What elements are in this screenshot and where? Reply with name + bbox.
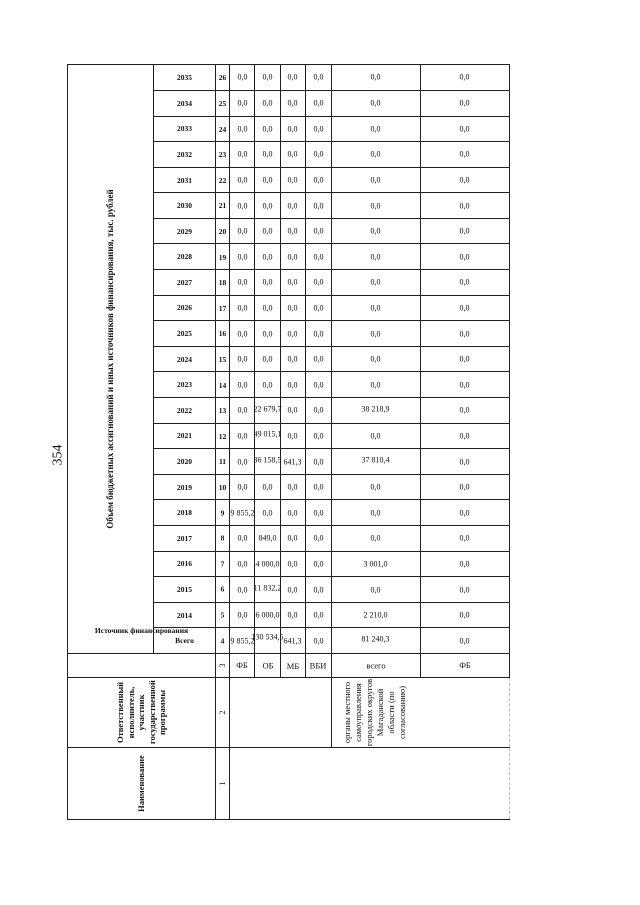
year-value-cell: 0,0	[420, 193, 509, 219]
year-value-cell: 0,0	[255, 346, 280, 372]
year-value-cell: 0,0	[306, 167, 331, 193]
header-year: 2018	[154, 500, 216, 526]
year-value-cell: 0,0	[280, 346, 305, 372]
year-value-cell: 0,0	[280, 270, 305, 296]
year-value-cell: 0,0	[306, 321, 331, 347]
header-year: 2025	[154, 321, 216, 347]
header-year: 2024	[154, 346, 216, 372]
source-cell: всего	[331, 654, 420, 678]
header-year: 2034	[154, 90, 216, 116]
year-value-cell: 0,0	[306, 577, 331, 603]
year-value-cell: 0,0	[306, 346, 331, 372]
year-value-cell: 0,0	[306, 218, 331, 244]
header-year: 2022	[154, 398, 216, 424]
year-value-cell: 0,0	[420, 65, 509, 91]
year-value-cell: 0,0	[420, 449, 509, 475]
column-number: 2	[216, 678, 230, 748]
total-value-cell: 81 240,3	[331, 628, 420, 654]
column-number: 8	[216, 526, 230, 552]
year-value-cell: 9 855,2	[230, 500, 255, 526]
year-value-cell: 0,0	[230, 90, 255, 116]
year-value-cell: 0,0	[230, 193, 255, 219]
total-value-cell: 9 855,2	[230, 628, 255, 654]
year-value-cell: 0,0	[230, 218, 255, 244]
year-value-cell: 0,0	[420, 244, 509, 270]
column-number: 12	[216, 423, 230, 449]
header-year: 2019	[154, 474, 216, 500]
header-year: 2016	[154, 551, 216, 577]
year-value-cell: 0,0	[331, 346, 420, 372]
header-name: Наименование	[68, 748, 216, 820]
header-year: 2023	[154, 372, 216, 398]
year-value-cell: 0,0	[306, 449, 331, 475]
column-number: 22	[216, 167, 230, 193]
year-value-cell: 0,0	[230, 346, 255, 372]
year-value-cell: 0,0	[306, 551, 331, 577]
year-value-cell: 0,0	[280, 398, 305, 424]
year-value-cell: 0,0	[280, 65, 305, 91]
header-year: 2017	[154, 526, 216, 552]
year-value-cell: 0,0	[230, 65, 255, 91]
year-value-cell: 0,0	[280, 295, 305, 321]
year-value-cell: 0,0	[230, 142, 255, 168]
column-number: 26	[216, 65, 230, 91]
year-value-cell: 0,0	[280, 90, 305, 116]
year-value-cell: 0,0	[255, 116, 280, 142]
header-year: 2014	[154, 602, 216, 628]
year-value-cell: 0,0	[306, 270, 331, 296]
year-value-cell: 0,0	[230, 449, 255, 475]
year-value-cell: 0,0	[280, 116, 305, 142]
year-value-cell: 0,0	[255, 142, 280, 168]
year-value-cell: 0,0	[420, 602, 509, 628]
source-cell: МБ	[280, 654, 305, 678]
year-value-cell: 0,0	[420, 526, 509, 552]
table-row	[230, 65, 255, 820]
year-value-cell: 0,0	[420, 218, 509, 244]
year-value-cell: 0,0	[280, 602, 305, 628]
header-year: 2035	[154, 65, 216, 91]
year-value-cell: 37 810,4	[331, 449, 420, 475]
year-value-cell: 0,0	[255, 244, 280, 270]
year-value-cell: 0,0	[255, 500, 280, 526]
year-value-cell: 641,3	[280, 449, 305, 475]
year-value-cell: 0,0	[331, 218, 420, 244]
year-value-cell: 0,0	[230, 295, 255, 321]
rotated-table-container	[67, 64, 510, 820]
year-value-cell: 0,0	[331, 423, 420, 449]
year-value-cell: 0,0	[230, 244, 255, 270]
year-value-cell: 0,0	[331, 372, 420, 398]
year-value-cell: 0,0	[331, 116, 420, 142]
year-value-cell: 3 001,0	[331, 551, 420, 577]
year-value-cell: 0,0	[280, 423, 305, 449]
total-value-cell: 0,0	[306, 628, 331, 654]
year-value-cell: 0,0	[420, 551, 509, 577]
column-number: 20	[216, 218, 230, 244]
header-executor: Ответственный исполнитель, участник государственной программы	[68, 678, 216, 748]
year-value-cell: 0,0	[230, 526, 255, 552]
year-value-cell: 0,0	[331, 526, 420, 552]
year-value-cell: 0,0	[280, 551, 305, 577]
year-value-cell: 0,0	[420, 270, 509, 296]
year-value-cell: 0,0	[230, 474, 255, 500]
column-number: 18	[216, 270, 230, 296]
total-value-cell: 0,0	[420, 628, 509, 654]
column-number: 13	[216, 398, 230, 424]
year-value-cell: 0,0	[230, 167, 255, 193]
header-year: 2030	[154, 193, 216, 219]
column-number: 17	[216, 295, 230, 321]
year-value-cell: 0,0	[255, 372, 280, 398]
year-value-cell: 0,0	[306, 372, 331, 398]
year-value-cell: 0,0	[420, 398, 509, 424]
page-number: 354	[50, 444, 65, 466]
year-value-cell: 0,0	[255, 167, 280, 193]
total-value-cell: 641,3	[280, 628, 305, 654]
year-value-cell: 0,0	[280, 474, 305, 500]
year-value-cell: 0,0	[230, 116, 255, 142]
source-cell: ФБ	[230, 654, 255, 678]
year-value-cell: 0,0	[306, 602, 331, 628]
year-value-cell: 0,0	[306, 90, 331, 116]
source-cell: ВБИ	[306, 654, 331, 678]
year-value-cell: 11 832,2	[255, 577, 280, 603]
year-value-cell: 0,0	[255, 270, 280, 296]
header-source: Источник финансирования	[68, 654, 216, 678]
year-value-cell: 4 000,0	[255, 551, 280, 577]
year-value-cell: 49 015,1	[255, 423, 280, 449]
year-value-cell: 0,0	[331, 65, 420, 91]
year-value-cell: 0,0	[420, 167, 509, 193]
header-year: 2021	[154, 423, 216, 449]
header-year: 2020	[154, 449, 216, 475]
column-number: 19	[216, 244, 230, 270]
year-value-cell: 0,0	[420, 321, 509, 347]
source-cell: ОБ	[255, 654, 280, 678]
header-year: 2028	[154, 244, 216, 270]
year-value-cell: 0,0	[331, 193, 420, 219]
year-value-cell: 0,0	[331, 244, 420, 270]
year-value-cell: 0,0	[306, 65, 331, 91]
budget-table	[67, 64, 510, 820]
column-number: 14	[216, 372, 230, 398]
header-total: Всего	[154, 628, 216, 654]
year-value-cell: 0,0	[420, 474, 509, 500]
year-value-cell: 0,0	[306, 526, 331, 552]
column-number: 7	[216, 551, 230, 577]
total-value-cell: 130 534,5	[255, 628, 280, 654]
year-value-cell: 0,0	[230, 372, 255, 398]
year-value-cell: 0,0	[280, 526, 305, 552]
executor-note-cell: органы местного самоуправления городских округов Магаданской области (по согласованию)	[331, 678, 509, 748]
column-number: 9	[216, 500, 230, 526]
year-value-cell: 0,0	[306, 244, 331, 270]
year-value-cell: 2 210,0	[331, 602, 420, 628]
year-value-cell: 0,0	[420, 142, 509, 168]
year-value-cell: 0,0	[306, 474, 331, 500]
column-number: 3	[216, 654, 230, 678]
column-number: 24	[216, 116, 230, 142]
header-year: 2029	[154, 218, 216, 244]
column-number: 16	[216, 321, 230, 347]
year-value-cell: 0,0	[280, 577, 305, 603]
column-number: 10	[216, 474, 230, 500]
header-year: 2032	[154, 142, 216, 168]
year-value-cell: 0,0	[255, 65, 280, 91]
year-value-cell: 0,0	[280, 500, 305, 526]
table-row	[331, 65, 420, 820]
year-value-cell: 0,0	[420, 295, 509, 321]
year-value-cell: 0,0	[255, 90, 280, 116]
year-value-cell: 0,0	[331, 142, 420, 168]
year-value-cell: 0,0	[331, 167, 420, 193]
header-volume-title: Объем бюджетных ассигнований и иных источников финансирования, тыс. рублей	[68, 65, 154, 654]
year-value-cell: 0,0	[331, 577, 420, 603]
year-value-cell: 0,0	[420, 423, 509, 449]
year-value-cell: 0,0	[280, 218, 305, 244]
column-number: 5	[216, 602, 230, 628]
column-number: 23	[216, 142, 230, 168]
year-value-cell: 0,0	[280, 167, 305, 193]
year-value-cell: 0,0	[331, 90, 420, 116]
header-year: 2015	[154, 577, 216, 603]
year-value-cell: 22 679,7	[255, 398, 280, 424]
year-value-cell: 0,0	[230, 602, 255, 628]
year-value-cell: 0,0	[280, 244, 305, 270]
year-value-cell: 0,0	[331, 474, 420, 500]
year-value-cell: 0,0	[255, 295, 280, 321]
year-value-cell: 0,0	[230, 321, 255, 347]
year-value-cell: 0,0	[306, 116, 331, 142]
year-value-cell: 0,0	[255, 218, 280, 244]
year-value-cell: 849,0	[255, 526, 280, 552]
column-number: 6	[216, 577, 230, 603]
header-year: 2027	[154, 270, 216, 296]
header-year: 2026	[154, 295, 216, 321]
year-value-cell: 0,0	[420, 116, 509, 142]
column-number: 11	[216, 449, 230, 475]
year-value-cell: 0,0	[306, 142, 331, 168]
year-value-cell: 0,0	[255, 474, 280, 500]
column-number: 4	[216, 628, 230, 654]
year-value-cell: 0,0	[255, 193, 280, 219]
column-number: 15	[216, 346, 230, 372]
source-cell: ФБ	[420, 654, 509, 678]
year-value-cell: 0,0	[230, 270, 255, 296]
executor-cell	[230, 678, 332, 748]
year-value-cell: 0,0	[306, 423, 331, 449]
header-year: 2033	[154, 116, 216, 142]
year-value-cell: 0,0	[331, 270, 420, 296]
name-cell	[230, 748, 510, 820]
year-value-cell: 0,0	[331, 295, 420, 321]
year-value-cell: 0,0	[420, 577, 509, 603]
year-value-cell: 0,0	[420, 500, 509, 526]
year-value-cell: 38 218,9	[331, 398, 420, 424]
year-value-cell: 0,0	[255, 321, 280, 347]
year-value-cell: 0,0	[230, 577, 255, 603]
year-value-cell: 0,0	[306, 398, 331, 424]
year-value-cell: 0,0	[420, 372, 509, 398]
year-value-cell: 0,0	[420, 346, 509, 372]
year-value-cell: 0,0	[280, 193, 305, 219]
year-value-cell: 0,0	[230, 398, 255, 424]
year-value-cell: 36 158,5	[255, 449, 280, 475]
year-value-cell: 0,0	[306, 500, 331, 526]
year-value-cell: 6 000,0	[255, 602, 280, 628]
column-number: 1	[216, 748, 230, 820]
year-value-cell: 0,0	[280, 142, 305, 168]
year-value-cell: 0,0	[306, 295, 331, 321]
year-value-cell: 0,0	[306, 193, 331, 219]
column-number: 21	[216, 193, 230, 219]
header-year: 2031	[154, 167, 216, 193]
column-number: 25	[216, 90, 230, 116]
year-value-cell: 0,0	[230, 423, 255, 449]
year-value-cell: 0,0	[420, 90, 509, 116]
year-value-cell: 0,0	[331, 321, 420, 347]
year-value-cell: 0,0	[230, 551, 255, 577]
year-value-cell: 0,0	[280, 372, 305, 398]
year-value-cell: 0,0	[331, 500, 420, 526]
year-value-cell: 0,0	[280, 321, 305, 347]
